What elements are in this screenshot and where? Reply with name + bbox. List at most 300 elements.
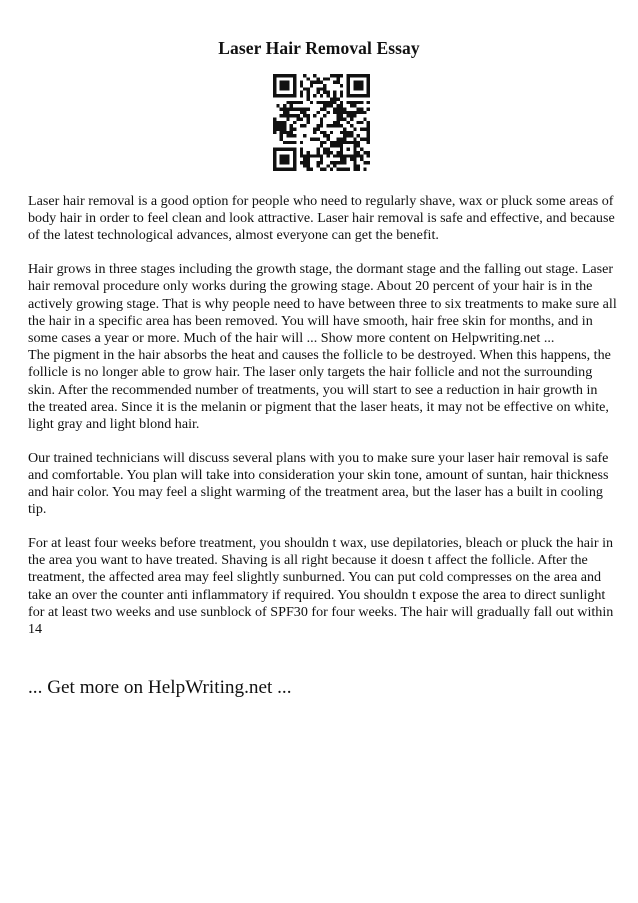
qr-module	[316, 111, 319, 114]
qr-module	[343, 141, 346, 144]
paragraph-4: Our trained technicians will discuss several plans with you to make sure your laser hair removal is safe and comfortable. You plan will take into consideration your skin tone, amount of suntan, hair thickness and hair color. You may feel a slight warming of the treatment area, but the laser has a built in cooling tip.	[28, 449, 609, 518]
qr-module	[357, 151, 360, 154]
qr-module	[316, 124, 319, 127]
qr-module	[313, 94, 316, 97]
qr-module	[343, 154, 346, 157]
qr-module	[340, 138, 343, 141]
qr-module	[353, 111, 356, 114]
qr-module	[350, 111, 353, 114]
qr-module	[303, 161, 306, 164]
qr-module	[273, 84, 276, 87]
qr-module	[293, 77, 296, 80]
qr-module	[347, 121, 350, 124]
qr-module	[306, 168, 309, 171]
qr-module	[333, 81, 336, 84]
qr-module	[337, 138, 340, 141]
qr-module	[357, 87, 360, 90]
qr-module	[363, 74, 366, 77]
qr-module	[306, 151, 309, 154]
qr-module	[306, 87, 309, 90]
qr-module	[320, 161, 323, 164]
qr-module	[300, 84, 303, 87]
qr-module	[323, 131, 326, 134]
qr-module	[367, 84, 370, 87]
qr-module	[330, 74, 333, 77]
qr-module	[330, 101, 333, 104]
qr-module	[280, 148, 283, 151]
qr-module	[353, 158, 356, 161]
qr-module	[316, 87, 319, 90]
qr-module	[357, 154, 360, 157]
qr-module	[310, 81, 313, 84]
qr-module	[283, 111, 286, 114]
qr-module	[273, 164, 276, 167]
qr-module	[327, 104, 330, 107]
qr-module	[340, 114, 343, 117]
qr-module	[343, 128, 346, 131]
qr-module	[280, 161, 283, 164]
qr-module	[280, 128, 283, 131]
qr-module	[347, 141, 350, 144]
qr-module	[293, 107, 296, 110]
qr-module	[280, 81, 283, 84]
qr-module	[353, 138, 356, 141]
qr-module	[290, 124, 293, 127]
qr-module	[310, 168, 313, 171]
qr-module	[286, 117, 289, 120]
qr-module	[347, 114, 350, 117]
qr-module	[320, 81, 323, 84]
essay-body	[28, 193, 618, 638]
qr-module	[327, 111, 330, 114]
qr-module	[283, 74, 286, 77]
qr-module	[296, 107, 299, 110]
qr-module	[276, 148, 279, 151]
paragraph-2: Hair grows in three stages including the growth stage, the dormant stage and the falling out stage. Laser hair removal procedure only works during the growing stage. About 20 percent of your hair is in the actively growing stage. That is why people need to have between three to six treatments to make sure all the hair in a specific area has been removed. You will have smooth, hair free skin for months, and in some cases a year or more. Much of the hair will ... Show more content on Helpwriting.net ...	[28, 261, 617, 346]
qr-module	[367, 94, 370, 97]
qr-module	[316, 91, 319, 94]
qr-module	[353, 74, 356, 77]
qr-module	[283, 107, 286, 110]
qr-module	[337, 77, 340, 80]
qr-module	[357, 134, 360, 137]
qr-module	[306, 91, 309, 94]
qr-module	[343, 138, 346, 141]
qr-module	[300, 161, 303, 164]
qr-module	[333, 97, 336, 100]
qr-module	[327, 154, 330, 157]
qr-module	[320, 121, 323, 124]
qr-module	[323, 168, 326, 171]
qr-module	[293, 161, 296, 164]
qr-module	[286, 111, 289, 114]
qr-module	[290, 74, 293, 77]
qr-module	[333, 107, 336, 110]
qr-module	[320, 94, 323, 97]
page-title: Laser Hair Removal Essay	[218, 38, 420, 58]
qr-module	[340, 158, 343, 161]
qr-module	[293, 91, 296, 94]
qr-module	[340, 101, 343, 104]
qr-module	[276, 94, 279, 97]
qr-module	[367, 121, 370, 124]
qr-module	[306, 158, 309, 161]
qr-module	[333, 124, 336, 127]
qr-module	[313, 114, 316, 117]
qr-module	[273, 151, 276, 154]
qr-module	[283, 114, 286, 117]
qr-module	[290, 101, 293, 104]
qr-module	[350, 101, 353, 104]
get-more-link[interactable]: ... Get more on HelpWriting.net ...	[28, 677, 292, 698]
qr-module	[283, 148, 286, 151]
qr-module	[323, 101, 326, 104]
qr-module	[283, 87, 286, 90]
qr-module	[333, 164, 336, 167]
qr-module	[360, 84, 363, 87]
qr-module	[340, 124, 343, 127]
qr-module	[286, 84, 289, 87]
qr-module	[337, 161, 340, 164]
qr-module	[286, 131, 289, 134]
qr-module	[283, 154, 286, 157]
qr-module	[313, 138, 316, 141]
qr-module	[353, 84, 356, 87]
qr-module	[347, 84, 350, 87]
qr-module	[350, 74, 353, 77]
qr-module	[323, 87, 326, 90]
qr-module	[280, 124, 283, 127]
qr-module	[357, 141, 360, 144]
qr-module	[290, 128, 293, 131]
qr-module	[350, 131, 353, 134]
qr-module	[327, 101, 330, 104]
qr-module	[333, 94, 336, 97]
qr-module	[300, 124, 303, 127]
qr-module	[313, 81, 316, 84]
qr-module	[327, 148, 330, 151]
qr-module	[340, 117, 343, 120]
qr-module	[310, 154, 313, 157]
qr-module	[337, 151, 340, 154]
qr-module	[330, 168, 333, 171]
qr-module	[340, 84, 343, 87]
qr-module	[337, 117, 340, 120]
qr-module	[286, 141, 289, 144]
qr-module	[313, 154, 316, 157]
qr-module	[353, 148, 356, 151]
qr-module	[320, 158, 323, 161]
qr-module	[283, 141, 286, 144]
qr-module	[333, 101, 336, 104]
qr-module	[340, 107, 343, 110]
qr-module	[363, 138, 366, 141]
qr-module	[293, 81, 296, 84]
qr-module	[337, 74, 340, 77]
qr-module	[350, 114, 353, 117]
qr-module	[337, 81, 340, 84]
qr-module	[360, 107, 363, 110]
qr-module	[340, 104, 343, 107]
qr-module	[363, 128, 366, 131]
qr-module	[353, 154, 356, 157]
qr-module	[363, 94, 366, 97]
qr-module	[357, 81, 360, 84]
qr-module	[273, 81, 276, 84]
qr-module	[340, 94, 343, 97]
qr-module	[290, 94, 293, 97]
qr-module	[296, 114, 299, 117]
qr-module	[286, 158, 289, 161]
qr-module	[333, 111, 336, 114]
qr-module	[360, 154, 363, 157]
qr-module	[293, 84, 296, 87]
qr-module	[276, 124, 279, 127]
qr-module	[283, 128, 286, 131]
qr-module	[300, 117, 303, 120]
qr-module	[273, 148, 276, 151]
qr-module	[293, 121, 296, 124]
qr-module	[290, 148, 293, 151]
qr-module	[343, 131, 346, 134]
qr-module	[357, 111, 360, 114]
qr-module	[367, 107, 370, 110]
qr-module	[310, 138, 313, 141]
qr-module	[293, 114, 296, 117]
qr-module	[347, 131, 350, 134]
qr-module	[283, 84, 286, 87]
qr-module	[347, 77, 350, 80]
qr-module	[357, 121, 360, 124]
qr-module	[303, 74, 306, 77]
qr-module	[296, 101, 299, 104]
qr-module	[330, 151, 333, 154]
qr-module	[286, 107, 289, 110]
qr-module	[286, 168, 289, 171]
qr-module	[353, 81, 356, 84]
qr-module	[357, 94, 360, 97]
qr-module	[300, 148, 303, 151]
qr-module	[320, 107, 323, 110]
qr-module	[360, 121, 363, 124]
qr-module	[347, 87, 350, 90]
qr-module	[363, 111, 366, 114]
qr-module	[286, 81, 289, 84]
qr-module	[327, 164, 330, 167]
qr-module	[303, 124, 306, 127]
qr-module	[323, 107, 326, 110]
qr-module	[323, 77, 326, 80]
qr-module	[333, 121, 336, 124]
qr-module	[333, 141, 336, 144]
qr-module	[340, 131, 343, 134]
qr-module	[273, 161, 276, 164]
qr-module	[316, 164, 319, 167]
qr-module	[353, 161, 356, 164]
qr-module	[320, 124, 323, 127]
qr-module	[340, 144, 343, 147]
qr-module	[340, 148, 343, 151]
qr-module	[273, 87, 276, 90]
qr-module	[283, 104, 286, 107]
qr-module	[286, 154, 289, 157]
qr-module	[280, 158, 283, 161]
qr-module	[363, 151, 366, 154]
qr-module	[300, 141, 303, 144]
qr-module	[320, 141, 323, 144]
qr-module	[360, 148, 363, 151]
qr-module	[353, 104, 356, 107]
qr-module	[343, 134, 346, 137]
qr-module	[340, 141, 343, 144]
qr-module	[290, 168, 293, 171]
qr-module	[283, 158, 286, 161]
qr-module	[353, 94, 356, 97]
qr-module	[280, 74, 283, 77]
paragraph-1: Laser hair removal is a good option for people who need to regularly shave, wax or pluck some areas of body hair in order to feel clean and look attractive. Laser hair removal is safe and effective, and because of the latest technological advances, almost everyone can get the benefit.	[28, 193, 615, 244]
qr-module	[347, 111, 350, 114]
qr-module	[306, 121, 309, 124]
qr-module	[280, 114, 283, 117]
qr-module	[340, 111, 343, 114]
qr-module	[286, 94, 289, 97]
qr-module	[303, 111, 306, 114]
qr-module	[293, 128, 296, 131]
qr-module	[286, 87, 289, 90]
qr-module	[283, 94, 286, 97]
qr-module	[357, 84, 360, 87]
qr-module	[316, 81, 319, 84]
qr-module	[286, 74, 289, 77]
qr-module	[353, 114, 356, 117]
qr-module	[280, 87, 283, 90]
qr-module	[293, 134, 296, 137]
qr-module	[357, 107, 360, 110]
qr-module	[273, 77, 276, 80]
qr-module	[350, 154, 353, 157]
qr-module	[347, 168, 350, 171]
qr-module	[337, 97, 340, 100]
qr-module	[360, 158, 363, 161]
qr-module	[293, 101, 296, 104]
qr-module	[293, 94, 296, 97]
qr-module	[276, 168, 279, 171]
qr-module	[340, 74, 343, 77]
qr-module	[296, 117, 299, 120]
qr-module	[303, 154, 306, 157]
qr-module	[310, 84, 313, 87]
qr-module	[280, 154, 283, 157]
qr-module	[337, 111, 340, 114]
qr-module	[276, 104, 279, 107]
qr-module	[353, 141, 356, 144]
qr-module	[337, 168, 340, 171]
qr-module	[347, 154, 350, 157]
qr-module	[280, 131, 283, 134]
qr-module	[363, 117, 366, 120]
qr-module	[303, 158, 306, 161]
qr-module	[350, 104, 353, 107]
qr-module	[337, 104, 340, 107]
qr-module	[350, 141, 353, 144]
qr-module	[353, 151, 356, 154]
qr-module	[360, 101, 363, 104]
qr-module	[290, 104, 293, 107]
qr-module	[273, 91, 276, 94]
qr-module	[363, 168, 366, 171]
qr-module	[273, 124, 276, 127]
qr-module	[313, 74, 316, 77]
qr-module	[286, 114, 289, 117]
qr-module	[283, 161, 286, 164]
qr-module	[327, 77, 330, 80]
qr-module	[320, 101, 323, 104]
qr-module	[367, 101, 370, 104]
qr-module	[367, 91, 370, 94]
qr-module	[347, 94, 350, 97]
qr-module	[333, 144, 336, 147]
qr-module	[300, 151, 303, 154]
qr-module	[367, 154, 370, 157]
qr-module	[350, 117, 353, 120]
qr-module	[343, 107, 346, 110]
qr-module	[347, 74, 350, 77]
qr-module	[290, 141, 293, 144]
qr-module	[280, 121, 283, 124]
qr-module	[360, 87, 363, 90]
qr-module	[286, 148, 289, 151]
qr-module	[333, 161, 336, 164]
qr-module	[347, 91, 350, 94]
qr-module	[293, 151, 296, 154]
qr-module	[330, 131, 333, 134]
qr-module	[290, 134, 293, 137]
qr-module	[350, 134, 353, 137]
qr-module	[327, 91, 330, 94]
qr-module	[340, 168, 343, 171]
qr-module	[330, 161, 333, 164]
qr-module	[330, 97, 333, 100]
qr-module	[327, 134, 330, 137]
qr-module	[316, 161, 319, 164]
qr-module	[280, 134, 283, 137]
qr-module	[286, 134, 289, 137]
qr-module	[367, 87, 370, 90]
qr-module	[327, 94, 330, 97]
qr-module	[300, 91, 303, 94]
qr-module	[353, 128, 356, 131]
qr-module	[273, 131, 276, 134]
qr-module	[286, 161, 289, 164]
qr-module	[303, 114, 306, 117]
qr-module	[347, 148, 350, 151]
qr-module	[293, 154, 296, 157]
qr-module	[306, 161, 309, 164]
qr-module	[323, 151, 326, 154]
qr-module	[337, 124, 340, 127]
qr-module	[306, 94, 309, 97]
qr-module	[353, 87, 356, 90]
qr-module	[320, 154, 323, 157]
qr-module	[293, 141, 296, 144]
qr-module	[273, 154, 276, 157]
qr-module	[313, 131, 316, 134]
qr-module	[283, 168, 286, 171]
qr-module	[343, 168, 346, 171]
qr-module	[367, 74, 370, 77]
qr-module	[273, 128, 276, 131]
qr-module	[360, 111, 363, 114]
